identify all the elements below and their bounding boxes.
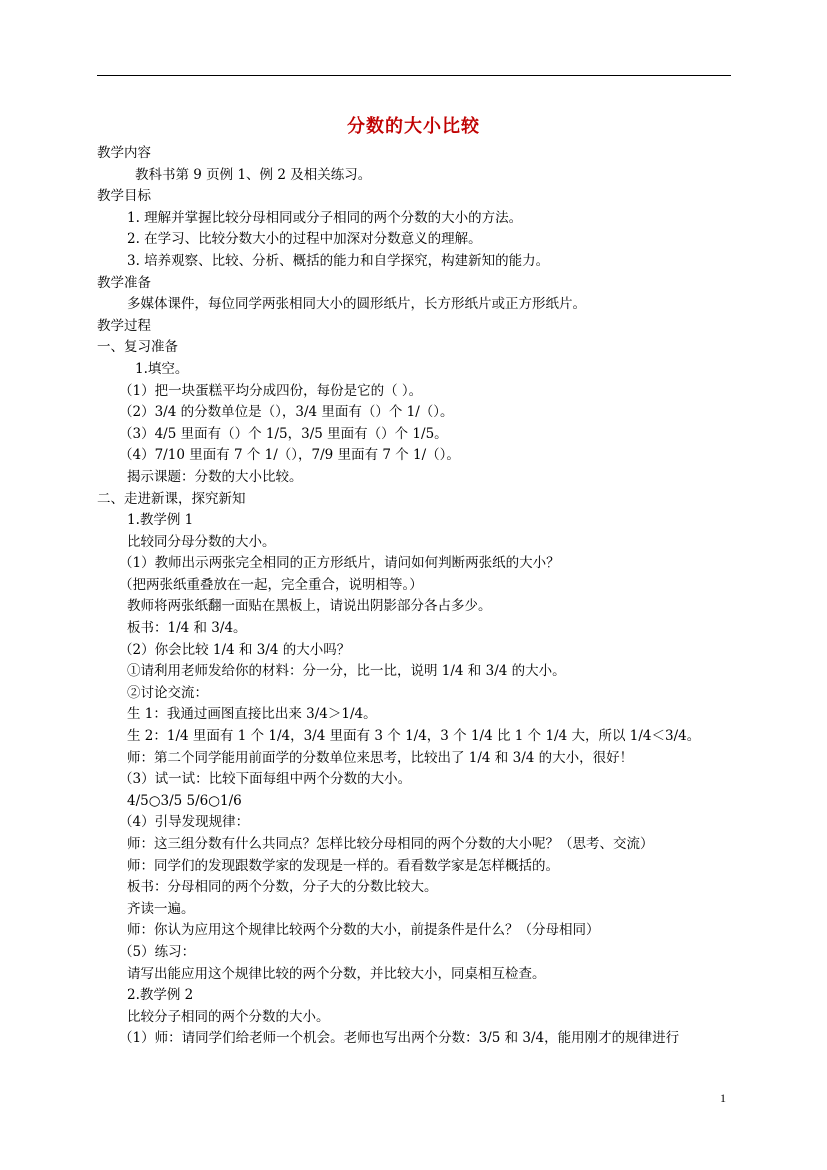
body-line: 2. 在学习、比较分数大小的过程中加深对分数意义的理解。	[127, 231, 482, 248]
section-heading: 一、复习准备	[97, 339, 178, 356]
body-line: 教科书第 9 页例 1、例 2 及相关练习。	[135, 166, 372, 183]
section-heading: 教学准备	[97, 274, 151, 291]
body-line: 4/5○3/5 5/6○1/6	[127, 792, 242, 809]
body-line: 生 2：1/4 里面有 1 个 1/4，3/4 里面有 3 个 1/4，3 个 1/4 比 1 个 1/4 大，所以 1/4＜3/4。	[127, 728, 701, 745]
body-line: （5）练习：	[119, 943, 196, 960]
body-line: ①请利用老师发给你的材料：分一分，比一比，说明 1/4 和 3/4 的大小。	[127, 663, 566, 680]
body-line: 板书：分母相同的两个分数，分子大的分数比较大。	[127, 879, 438, 896]
section-heading: 教学内容	[97, 145, 151, 161]
body-line: 1.教学例 1	[127, 512, 194, 529]
body-line: 1.填空。	[135, 360, 189, 377]
body-line: 师：这三组分数有什么共同点？怎样比较分母相同的两个分数的大小呢？（思考、交流）	[127, 836, 654, 852]
body-line: 齐读一遍。	[127, 900, 195, 917]
body-line: （1）教师出示两张完全相同的正方形纸片，请问如何判断两张纸的大小？	[119, 555, 560, 572]
body-line: 比较同分母分数的大小。	[127, 533, 276, 550]
section-heading: 二、走进新课，探究新知	[97, 490, 246, 507]
body-line: 揭示课题：分数的大小比较。	[127, 468, 303, 485]
section-heading: 教学过程	[97, 317, 151, 334]
body-line: （1）师：请同学们给老师一个机会。老师也写出两个分数：3/5 和 3/4，能用刚才的规律进行	[119, 1030, 680, 1047]
page-number: 1	[720, 1091, 726, 1105]
section-heading: 教学目标	[97, 188, 151, 205]
body-line: 师：你认为应用这个规律比较两个分数的大小，前提条件是什么？（分母相同）	[127, 922, 600, 939]
body-line: （把两张纸重叠放在一起，完全重合，说明相等。）	[119, 576, 423, 593]
body-line: （2）你会比较 1/4 和 3/4 的大小吗？	[119, 641, 351, 658]
body-line: （3）试一试：比较下面每组中两个分数的大小。	[119, 771, 412, 788]
body-line: 板书：1/4 和 3/4。	[127, 620, 247, 637]
body-line: 师：第二个同学能用前面学的分数单位来思考，比较出了 1/4 和 3/4 的大小，很好！	[127, 749, 634, 766]
body-line: 比较分子相同的两个分数的大小。	[127, 1008, 330, 1025]
body-line: ②讨论交流：	[127, 684, 208, 701]
body-line: 2.教学例 2	[127, 987, 194, 1004]
body-line: （4）引导发现规律：	[119, 814, 250, 831]
body-line: 3. 培养观察、比较、分析、概括的能力和自学探究，构建新知的能力。	[127, 252, 550, 269]
body-line: （2）3/4 的分数单位是（），3/4 里面有（）个 1/（）。	[119, 404, 454, 421]
body-line: （3）4/5 里面有（）个 1/5，3/5 里面有（）个 1/5。	[119, 425, 448, 442]
body-line: （4）7/10 里面有 7 个 1/（），7/9 里面有 7 个 1/（）。	[119, 447, 460, 464]
body-line: 师：同学们的发现跟数学家的发现是一样的。看看数学家是怎样概括的。	[127, 857, 559, 874]
document-title: 分数的大小比较	[347, 116, 480, 137]
header-rule	[97, 75, 731, 76]
body-line: 请写出能应用这个规律比较的两个分数，并比较大小，同桌相互检查。	[127, 965, 546, 982]
body-line: （1）把一块蛋糕平均分成四份，每份是它的（ ）。	[119, 382, 423, 399]
body-line: 多媒体课件，每位同学两张相同大小的圆形纸片，长方形纸片或正方形纸片。	[127, 296, 586, 313]
body-line: 1. 理解并掌握比较分母相同或分子相同的两个分数的大小的方法。	[127, 209, 523, 226]
document-body	[0, 143, 827, 1050]
body-line: 教师将两张纸翻一面贴在黑板上，请说出阴影部分各占多少。	[127, 598, 492, 615]
body-line: 生 1：我通过画图直接比出来 3/4＞1/4。	[127, 706, 377, 723]
